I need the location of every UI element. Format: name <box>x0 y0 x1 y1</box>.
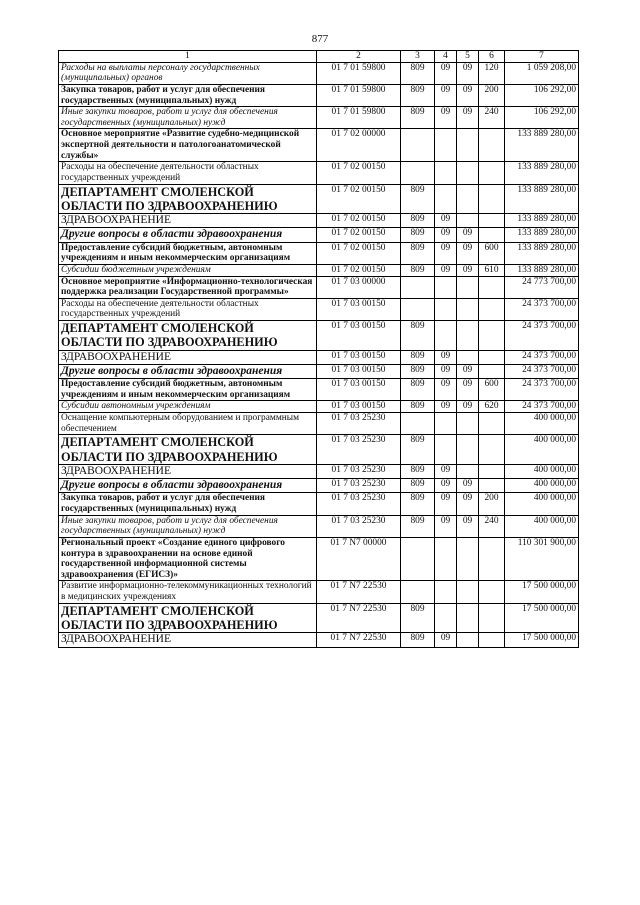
expense-type-cell <box>479 350 505 364</box>
table-row <box>59 493 579 515</box>
table-body <box>59 51 579 648</box>
expense-type-cell: 200 <box>479 493 505 515</box>
row-name-cell: ЗДРАВООХРАНЕНИЕ <box>59 214 317 228</box>
subsection-code-cell: 09 <box>457 264 479 276</box>
department-code-cell: 809 <box>401 435 435 465</box>
subsection-code-cell: 09 <box>457 107 479 129</box>
subsection-code-cell <box>457 214 479 228</box>
subsection-code-cell: 09 <box>457 242 479 264</box>
table-row <box>59 350 579 364</box>
target-code-cell: 01 7 01 59800 <box>317 107 401 129</box>
table-row <box>59 401 579 413</box>
expense-type-cell <box>479 321 505 351</box>
table-row <box>59 214 579 228</box>
target-code-cell: 01 7 03 00150 <box>317 321 401 351</box>
table-row <box>59 298 579 320</box>
table-row <box>59 515 579 537</box>
subsection-code-cell <box>457 162 479 184</box>
subsection-code-cell <box>457 276 479 298</box>
section-code-cell <box>435 321 457 351</box>
subsection-code-cell: 09 <box>457 479 479 493</box>
department-code-cell: 809 <box>401 264 435 276</box>
department-code-cell <box>401 413 435 435</box>
subsection-code-cell <box>457 435 479 465</box>
expense-type-cell <box>479 184 505 214</box>
target-code-cell: 01 7 01 59800 <box>317 62 401 84</box>
department-code-cell: 809 <box>401 84 435 106</box>
section-code-cell: 09 <box>435 633 457 647</box>
row-name-cell: Основное мероприятие «Развитие судебно-медицинской экспертной деятельности и патологоанатомической службы» <box>59 129 317 162</box>
amount-cell: 400 000,00 <box>505 515 579 537</box>
department-code-cell: 809 <box>401 493 435 515</box>
target-code-cell: 01 7 03 25230 <box>317 413 401 435</box>
table-row <box>59 242 579 264</box>
amount-cell: 106 292,00 <box>505 107 579 129</box>
department-code-cell: 809 <box>401 184 435 214</box>
table-row <box>59 413 579 435</box>
row-name-cell: ЗДРАВООХРАНЕНИЕ <box>59 633 317 647</box>
target-code-cell: 01 7 03 25230 <box>317 479 401 493</box>
subsection-code-cell: 09 <box>457 228 479 242</box>
expense-type-cell <box>479 581 505 603</box>
amount-cell: 17 500 000,00 <box>505 633 579 647</box>
subsection-code-cell <box>457 537 479 581</box>
expense-type-cell: 600 <box>479 242 505 264</box>
row-name-cell: ЗДРАВООХРАНЕНИЕ <box>59 464 317 478</box>
row-name-cell: Иные закупки товаров, работ и услуг для обеспечения государственных (муниципальных) нужд <box>59 515 317 537</box>
section-code-cell: 09 <box>435 464 457 478</box>
table-row <box>59 107 579 129</box>
amount-cell: 133 889 280,00 <box>505 264 579 276</box>
subsection-code-cell <box>457 350 479 364</box>
table-row <box>59 581 579 603</box>
expense-type-cell <box>479 298 505 320</box>
amount-cell: 24 373 700,00 <box>505 379 579 401</box>
target-code-cell: 01 7 03 25230 <box>317 515 401 537</box>
section-code-cell: 09 <box>435 379 457 401</box>
target-code-cell: 01 7 02 00150 <box>317 214 401 228</box>
section-code-cell <box>435 413 457 435</box>
expense-type-cell: 200 <box>479 84 505 106</box>
table-row <box>59 379 579 401</box>
amount-cell: 110 301 900,00 <box>505 537 579 581</box>
department-code-cell: 809 <box>401 515 435 537</box>
table-row <box>59 62 579 84</box>
header-cell: 5 <box>457 51 479 63</box>
subsection-code-cell: 09 <box>457 401 479 413</box>
page-number: 877 <box>311 33 329 45</box>
table-row <box>59 479 579 493</box>
row-name-cell: ДЕПАРТАМЕНТ СМОЛЕНСКОЙ ОБЛАСТИ ПО ЗДРАВООХРАНЕНИЮ <box>59 184 317 214</box>
amount-cell: 400 000,00 <box>505 479 579 493</box>
header-cell: 6 <box>479 51 505 63</box>
header-cell: 3 <box>401 51 435 63</box>
table-row <box>59 603 579 633</box>
row-name-cell: Оснащение компьютерным оборудованием и программным обеспечением <box>59 413 317 435</box>
row-name-cell: Другие вопросы в области здравоохранения <box>59 228 317 242</box>
section-code-cell <box>435 184 457 214</box>
row-name-cell: Предоставление субсидий бюджетным, автономным учреждениям и иным некоммерческим организациям <box>59 379 317 401</box>
target-code-cell: 01 7 02 00150 <box>317 162 401 184</box>
department-code-cell: 809 <box>401 401 435 413</box>
row-name-cell: ДЕПАРТАМЕНТ СМОЛЕНСКОЙ ОБЛАСТИ ПО ЗДРАВООХРАНЕНИЮ <box>59 603 317 633</box>
amount-cell: 17 500 000,00 <box>505 581 579 603</box>
row-name-cell: Региональный проект «Создание единого цифрового контура в здравоохранении на основе единой государственной информационной системы здравоохранения (ЕГИСЗ)» <box>59 537 317 581</box>
subsection-code-cell: 09 <box>457 493 479 515</box>
target-code-cell: 01 7 03 00000 <box>317 276 401 298</box>
target-code-cell: 01 7 02 00150 <box>317 242 401 264</box>
amount-cell: 24 373 700,00 <box>505 298 579 320</box>
department-code-cell <box>401 298 435 320</box>
section-code-cell <box>435 298 457 320</box>
target-code-cell: 01 7 03 00150 <box>317 298 401 320</box>
row-name-cell: Развитие информационно-телекоммуникационных технологий в медицинских учреждениях <box>59 581 317 603</box>
table-row <box>59 633 579 647</box>
department-code-cell: 809 <box>401 603 435 633</box>
expense-type-cell: 120 <box>479 62 505 84</box>
amount-cell: 24 373 700,00 <box>505 350 579 364</box>
target-code-cell: 01 7 N7 22530 <box>317 603 401 633</box>
amount-cell: 106 292,00 <box>505 84 579 106</box>
department-code-cell: 809 <box>401 228 435 242</box>
department-code-cell <box>401 276 435 298</box>
section-code-cell: 09 <box>435 264 457 276</box>
expense-type-cell <box>479 276 505 298</box>
subsection-code-cell <box>457 129 479 162</box>
row-name-cell: Субсидии автономным учреждениям <box>59 401 317 413</box>
target-code-cell: 01 7 01 59800 <box>317 84 401 106</box>
subsection-code-cell: 09 <box>457 84 479 106</box>
section-code-cell <box>435 129 457 162</box>
expense-type-cell <box>479 129 505 162</box>
table-row <box>59 162 579 184</box>
department-code-cell <box>401 537 435 581</box>
section-code-cell: 09 <box>435 364 457 378</box>
amount-cell: 24 773 700,00 <box>505 276 579 298</box>
table-row <box>59 264 579 276</box>
department-code-cell: 809 <box>401 464 435 478</box>
expense-type-cell <box>479 413 505 435</box>
header-cell: 4 <box>435 51 457 63</box>
row-name-cell: Закупка товаров, работ и услуг для обеспечения государственных (муниципальных) нужд <box>59 493 317 515</box>
header-row <box>59 51 579 63</box>
section-code-cell <box>435 162 457 184</box>
row-name-cell: Другие вопросы в области здравоохранения <box>59 479 317 493</box>
table-row <box>59 364 579 378</box>
section-code-cell: 09 <box>435 493 457 515</box>
header-cell: 2 <box>317 51 401 63</box>
row-name-cell: Предоставление субсидий бюджетным, автономным учреждениям и иным некоммерческим организациям <box>59 242 317 264</box>
table-row <box>59 84 579 106</box>
amount-cell: 400 000,00 <box>505 435 579 465</box>
target-code-cell: 01 7 N7 22530 <box>317 581 401 603</box>
expense-type-cell: 240 <box>479 107 505 129</box>
section-code-cell <box>435 276 457 298</box>
table-row <box>59 435 579 465</box>
target-code-cell: 01 7 N7 22530 <box>317 633 401 647</box>
subsection-code-cell <box>457 321 479 351</box>
target-code-cell: 01 7 03 00150 <box>317 364 401 378</box>
target-code-cell: 01 7 02 00150 <box>317 264 401 276</box>
department-code-cell <box>401 162 435 184</box>
department-code-cell <box>401 581 435 603</box>
department-code-cell: 809 <box>401 379 435 401</box>
amount-cell: 133 889 280,00 <box>505 228 579 242</box>
subsection-code-cell: 09 <box>457 515 479 537</box>
subsection-code-cell <box>457 184 479 214</box>
amount-cell: 133 889 280,00 <box>505 214 579 228</box>
subsection-code-cell <box>457 298 479 320</box>
expense-type-cell <box>479 603 505 633</box>
table-row <box>59 464 579 478</box>
row-name-cell: Субсидии бюджетным учреждениям <box>59 264 317 276</box>
subsection-code-cell <box>457 413 479 435</box>
section-code-cell <box>435 603 457 633</box>
table-row <box>59 228 579 242</box>
expense-type-cell <box>479 479 505 493</box>
expense-type-cell: 610 <box>479 264 505 276</box>
department-code-cell: 809 <box>401 364 435 378</box>
target-code-cell: 01 7 N7 00000 <box>317 537 401 581</box>
amount-cell: 133 889 280,00 <box>505 184 579 214</box>
amount-cell: 24 373 700,00 <box>505 364 579 378</box>
table-row <box>59 276 579 298</box>
row-name-cell: Расходы на обеспечение деятельности областных государственных учреждений <box>59 298 317 320</box>
section-code-cell: 09 <box>435 228 457 242</box>
target-code-cell: 01 7 03 25230 <box>317 435 401 465</box>
amount-cell: 133 889 280,00 <box>505 129 579 162</box>
subsection-code-cell <box>457 633 479 647</box>
target-code-cell: 01 7 03 00150 <box>317 350 401 364</box>
department-code-cell: 809 <box>401 633 435 647</box>
row-name-cell: Расходы на выплаты персоналу государственных (муниципальных) органов <box>59 62 317 84</box>
row-name-cell: Расходы на обеспечение деятельности областных государственных учреждений <box>59 162 317 184</box>
row-name-cell: Иные закупки товаров, работ и услуг для обеспечения государственных (муниципальных) нужд <box>59 107 317 129</box>
section-code-cell: 09 <box>435 515 457 537</box>
subsection-code-cell: 09 <box>457 62 479 84</box>
amount-cell: 24 373 700,00 <box>505 401 579 413</box>
target-code-cell: 01 7 02 00150 <box>317 184 401 214</box>
row-name-cell: Закупка товаров, работ и услуг для обеспечения государственных (муниципальных) нужд <box>59 84 317 106</box>
amount-cell: 400 000,00 <box>505 493 579 515</box>
budget-table <box>58 50 579 648</box>
row-name-cell: ЗДРАВООХРАНЕНИЕ <box>59 350 317 364</box>
table-row <box>59 129 579 162</box>
target-code-cell: 01 7 02 00000 <box>317 129 401 162</box>
row-name-cell: ДЕПАРТАМЕНТ СМОЛЕНСКОЙ ОБЛАСТИ ПО ЗДРАВООХРАНЕНИЮ <box>59 435 317 465</box>
expense-type-cell: 600 <box>479 379 505 401</box>
department-code-cell <box>401 129 435 162</box>
table-row <box>59 321 579 351</box>
section-code-cell: 09 <box>435 479 457 493</box>
target-code-cell: 01 7 03 25230 <box>317 493 401 515</box>
amount-cell: 133 889 280,00 <box>505 162 579 184</box>
subsection-code-cell: 09 <box>457 364 479 378</box>
department-code-cell: 809 <box>401 242 435 264</box>
section-code-cell: 09 <box>435 84 457 106</box>
expense-type-cell <box>479 537 505 581</box>
expense-type-cell <box>479 364 505 378</box>
expense-type-cell <box>479 162 505 184</box>
expense-type-cell: 240 <box>479 515 505 537</box>
department-code-cell: 809 <box>401 479 435 493</box>
expense-type-cell: 620 <box>479 401 505 413</box>
section-code-cell <box>435 537 457 581</box>
section-code-cell: 09 <box>435 62 457 84</box>
amount-cell: 400 000,00 <box>505 413 579 435</box>
expense-type-cell <box>479 228 505 242</box>
target-code-cell: 01 7 02 00150 <box>317 228 401 242</box>
expense-type-cell <box>479 633 505 647</box>
amount-cell: 400 000,00 <box>505 464 579 478</box>
department-code-cell: 809 <box>401 62 435 84</box>
section-code-cell <box>435 435 457 465</box>
section-code-cell: 09 <box>435 401 457 413</box>
subsection-code-cell <box>457 581 479 603</box>
row-name-cell: Другие вопросы в области здравоохранения <box>59 364 317 378</box>
department-code-cell: 809 <box>401 107 435 129</box>
section-code-cell <box>435 581 457 603</box>
target-code-cell: 01 7 03 25230 <box>317 464 401 478</box>
amount-cell: 17 500 000,00 <box>505 603 579 633</box>
expense-type-cell <box>479 435 505 465</box>
amount-cell: 24 373 700,00 <box>505 321 579 351</box>
expense-type-cell <box>479 464 505 478</box>
target-code-cell: 01 7 03 00150 <box>317 401 401 413</box>
department-code-cell: 809 <box>401 350 435 364</box>
header-cell: 7 <box>505 51 579 63</box>
department-code-cell: 809 <box>401 214 435 228</box>
subsection-code-cell: 09 <box>457 379 479 401</box>
section-code-cell: 09 <box>435 350 457 364</box>
section-code-cell: 09 <box>435 214 457 228</box>
subsection-code-cell <box>457 603 479 633</box>
header-cell: 1 <box>59 51 317 63</box>
amount-cell: 133 889 280,00 <box>505 242 579 264</box>
table-row <box>59 184 579 214</box>
row-name-cell: Основное мероприятие «Информационно-технологическая поддержка реализации Государственной программы» <box>59 276 317 298</box>
department-code-cell: 809 <box>401 321 435 351</box>
table-row <box>59 537 579 581</box>
section-code-cell: 09 <box>435 242 457 264</box>
section-code-cell: 09 <box>435 107 457 129</box>
expense-type-cell <box>479 214 505 228</box>
row-name-cell: ДЕПАРТАМЕНТ СМОЛЕНСКОЙ ОБЛАСТИ ПО ЗДРАВООХРАНЕНИЮ <box>59 321 317 351</box>
amount-cell: 1 059 208,00 <box>505 62 579 84</box>
target-code-cell: 01 7 03 00150 <box>317 379 401 401</box>
subsection-code-cell <box>457 464 479 478</box>
